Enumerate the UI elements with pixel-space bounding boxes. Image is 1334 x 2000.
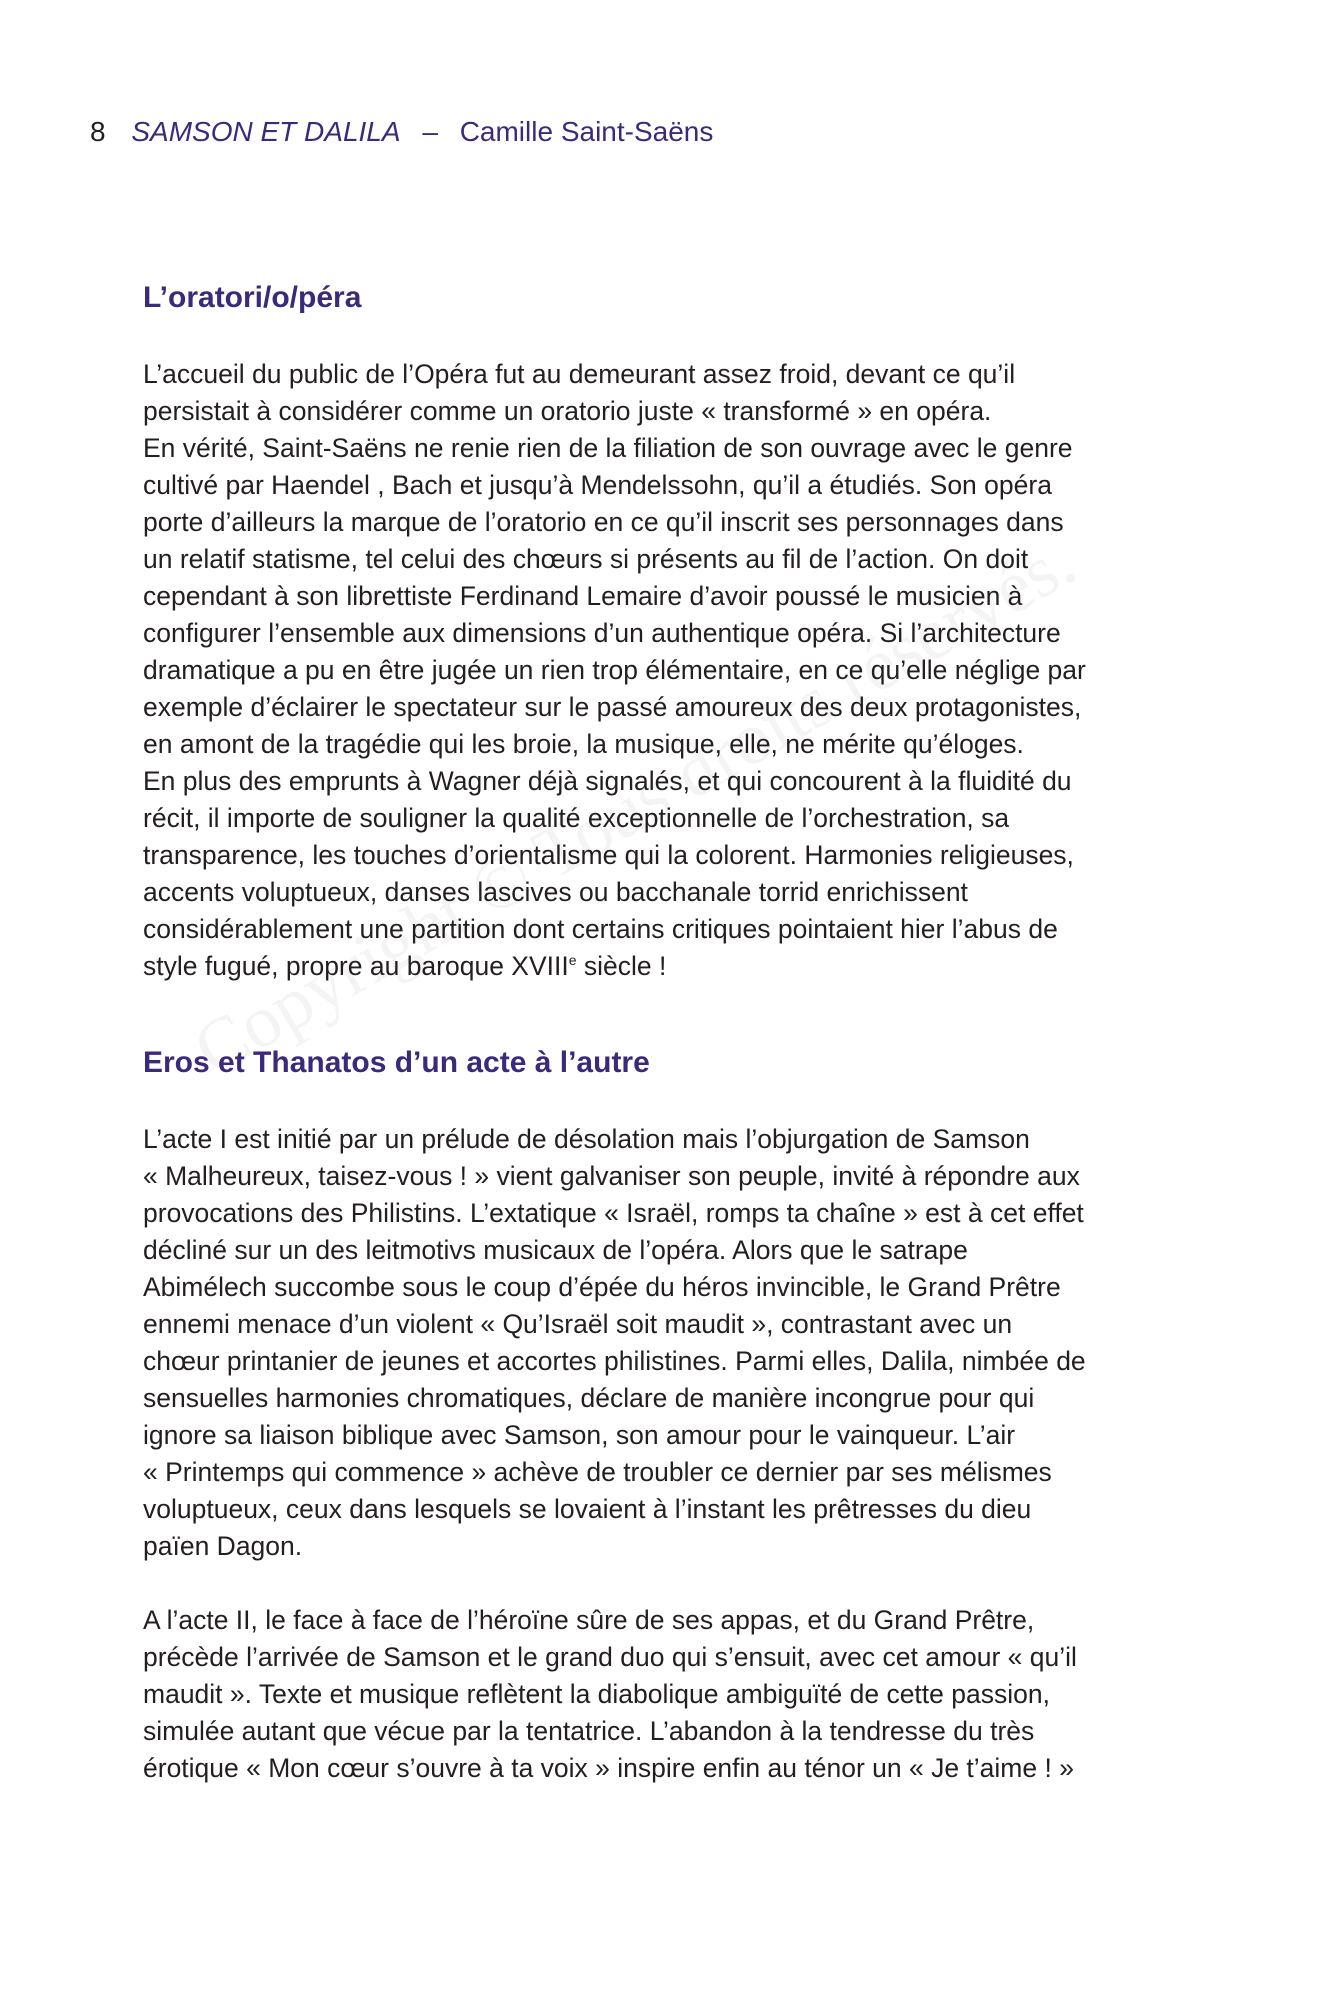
paragraph-line: récit, il importe de souligner la qualité exceptionnelle de l’orchestration, sa [143,803,1010,833]
paragraph-act-two [143,1602,1203,1787]
paragraph-line: provocations des Philistins. L’extatique « Israël, romps ta chaîne » est à cet effet [143,1198,1084,1228]
paragraph-line: ennemi menace d’un violent « Qu’Israël soit maudit », contrastant avec un [143,1309,1013,1339]
paragraph-line: « Malheureux, taisez-vous ! » vient galvaniser son peuple, invité à répondre aux [143,1161,1080,1191]
paragraph-line: cependant à son librettiste Ferdinand Lemaire d’avoir poussé le musicien à [143,581,1023,611]
paragraph-line: précède l’arrivée de Samson et le grand duo qui s’ensuit, avec cet amour « qu’il [143,1642,1077,1672]
paragraph-line: En vérité, Saint-Saëns ne renie rien de la filiation de son ouvrage avec le genre [143,433,1073,463]
running-header [90,116,713,148]
paragraph-line: païen Dagon. [143,1531,303,1561]
line-text: style fugué, propre au baroque XVIII [143,951,569,981]
paragraph-line: maudit ». Texte et musique reflètent la diabolique ambiguïté de cette passion, [143,1679,1050,1709]
composer-name: Camille Saint-Saëns [459,116,714,147]
paragraph-line: décliné sur un des leitmotivs musicaux de l’opéra. Alors que le satrape [143,1235,968,1265]
header-separator: – [422,116,438,147]
paragraph-line: voluptueux, ceux dans lesquels se lovaient à l’instant les prêtresses du dieu [143,1494,1032,1524]
paragraph-line: L’accueil du public de l’Opéra fut au demeurant assez froid, devant ce qu’il [143,359,1016,389]
paragraph-line: érotique « Mon cœur s’ouvre à ta voix » inspire enfin au ténor un « Je t’aime ! » [143,1753,1074,1783]
book-title: SAMSON ET DALILA [131,116,401,147]
paragraph-line: dramatique a pu en être jugée un rien trop élémentaire, en ce qu’elle néglige par [143,655,1086,685]
paragraph-line: sensuelles harmonies chromatiques, déclare de manière incongrue pour qui [143,1383,1035,1413]
paragraph-line: accents voluptueux, danses lascives ou bacchanale torrid enrichissent [143,877,968,907]
paragraph-line [143,948,1203,985]
page-number: 8 [90,116,106,147]
page-content [143,280,1203,1787]
paragraph-line: chœur printanier de jeunes et accortes philistines. Parmi elles, Dalila, nimbée de [143,1346,1086,1376]
paragraph-line: simulée autant que vécue par la tentatrice. L’abandon à la tendresse du très [143,1716,1035,1746]
paragraph-line: A l’acte II, le face à face de l’héroïne sûre de ses appas, et du Grand Prêtre, [143,1605,1035,1635]
line-text: siècle ! [576,951,667,981]
paragraph-line: un relatif statisme, tel celui des chœurs si présents au fil de l’action. On doit [143,544,1029,574]
paragraph-line: porte d’ailleurs la marque de l’oratorio en ce qu’il inscrit ses personnages dans [143,507,1064,537]
paragraph-line: Abimélech succombe sous le coup d’épée du héros invincible, le Grand Prêtre [143,1272,1061,1302]
paragraph-line: cultivé par Haendel , Bach et jusqu’à Mendelssohn, qu’il a étudiés. Son opéra [143,470,1052,500]
paragraph-line: exemple d’éclairer le spectateur sur le passé amoureux des deux protagonistes, [143,692,1082,722]
superscript-e: e [568,952,577,969]
paragraph-line: transparence, les touches d’orientalisme qui la colorent. Harmonies religieuses, [143,840,1074,870]
paragraph-line: persistait à considérer comme un oratorio juste « transformé » en opéra. [143,396,992,426]
section-heading-eros-thanatos: Eros et Thanatos d’un acte à l’autre [143,1046,650,1079]
paragraph-line: ignore sa liaison biblique avec Samson, son amour pour le vainqueur. L’air [143,1420,1016,1450]
paragraph-act-one [143,1121,1203,1565]
paragraph-line: « Printemps qui commence » achève de troubler ce dernier par ses mélismes [143,1457,1052,1487]
section-heading-oratorio: L’oratori/o/péra [143,281,362,314]
section-body-oratorio [143,356,1203,948]
paragraph-line: configurer l’ensemble aux dimensions d’un authentique opéra. Si l’architecture [143,618,1061,648]
paragraph-line: En plus des emprunts à Wagner déjà signalés, et qui concourent à la fluidité du [143,766,1072,796]
paragraph-line: en amont de la tragédie qui les broie, la musique, elle, ne mérite qu’éloges. [143,729,1024,759]
paragraph-line: considérablement une partition dont certains critiques pointaient hier l’abus de [143,914,1058,944]
paragraph-line: L’acte I est initié par un prélude de désolation mais l’objurgation de Samson [143,1124,1030,1154]
